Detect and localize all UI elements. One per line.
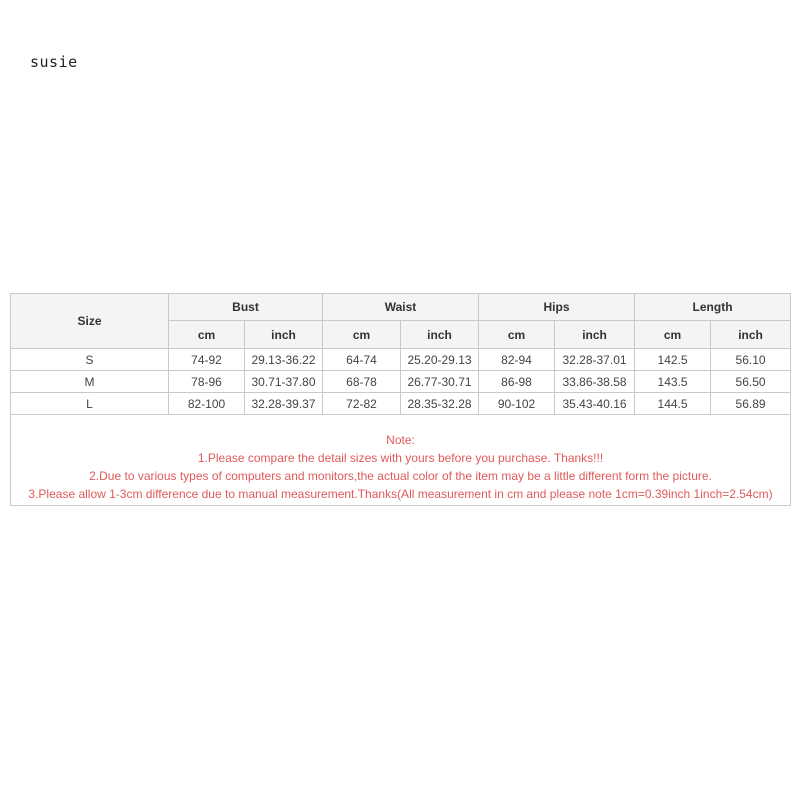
table-row [11,371,791,393]
table-cell: 28.35-32.28 [401,393,479,415]
table-cell: 143.5 [635,371,711,393]
table-cell: 32.28-37.01 [555,349,635,371]
size-cell: S [11,349,169,371]
unit-header: cm [635,321,711,349]
hips-header: Hips [479,294,635,321]
table-cell: 90-102 [479,393,555,415]
unit-header: cm [169,321,245,349]
waist-header: Waist [323,294,479,321]
table-cell: 78-96 [169,371,245,393]
table-cell: 82-100 [169,393,245,415]
table-cell: 82-94 [479,349,555,371]
table-row [11,393,791,415]
size-chart-table [10,293,791,506]
unit-header: inch [245,321,323,349]
table-row [11,349,791,371]
table-cell: 64-74 [323,349,401,371]
brand-name: susie [30,53,78,71]
size-header: Size [11,294,169,349]
note-line: 3.Please allow 1-3cm difference due to manual measurement.Thanks(All measurement in cm and please note 1cm=0.39inch 1inch=2.54cm) [28,487,773,501]
unit-header: cm [323,321,401,349]
note-title: Note: [386,433,415,447]
table-cell: 142.5 [635,349,711,371]
table-cell: 144.5 [635,393,711,415]
note-line: 2.Due to various types of computers and monitors,the actual color of the item may be a little different form the picture. [89,469,712,483]
table-cell: 72-82 [323,393,401,415]
table-cell: 68-78 [323,371,401,393]
table-cell: 33.86-38.58 [555,371,635,393]
bust-header: Bust [169,294,323,321]
table-cell: 56.89 [711,393,791,415]
table-cell: 29.13-36.22 [245,349,323,371]
note-line: 1.Please compare the detail sizes with yours before you purchase. Thanks!!! [197,451,604,465]
table-cell: 35.43-40.16 [555,393,635,415]
table-cell: 74-92 [169,349,245,371]
table-cell: 30.71-37.80 [245,371,323,393]
unit-header: inch [401,321,479,349]
length-header: Length [635,294,791,321]
table-cell: 56.10 [711,349,791,371]
table-cell: 86-98 [479,371,555,393]
header-group-row [11,294,791,321]
table-cell: 26.77-30.71 [401,371,479,393]
size-cell: M [11,371,169,393]
table-cell: 32.28-39.37 [245,393,323,415]
notes-row [11,415,791,506]
unit-header: cm [479,321,555,349]
notes-cell [11,415,791,506]
table-cell: 56.50 [711,371,791,393]
unit-header: inch [711,321,791,349]
unit-header: inch [555,321,635,349]
table-cell: 25.20-29.13 [401,349,479,371]
size-cell: L [11,393,169,415]
